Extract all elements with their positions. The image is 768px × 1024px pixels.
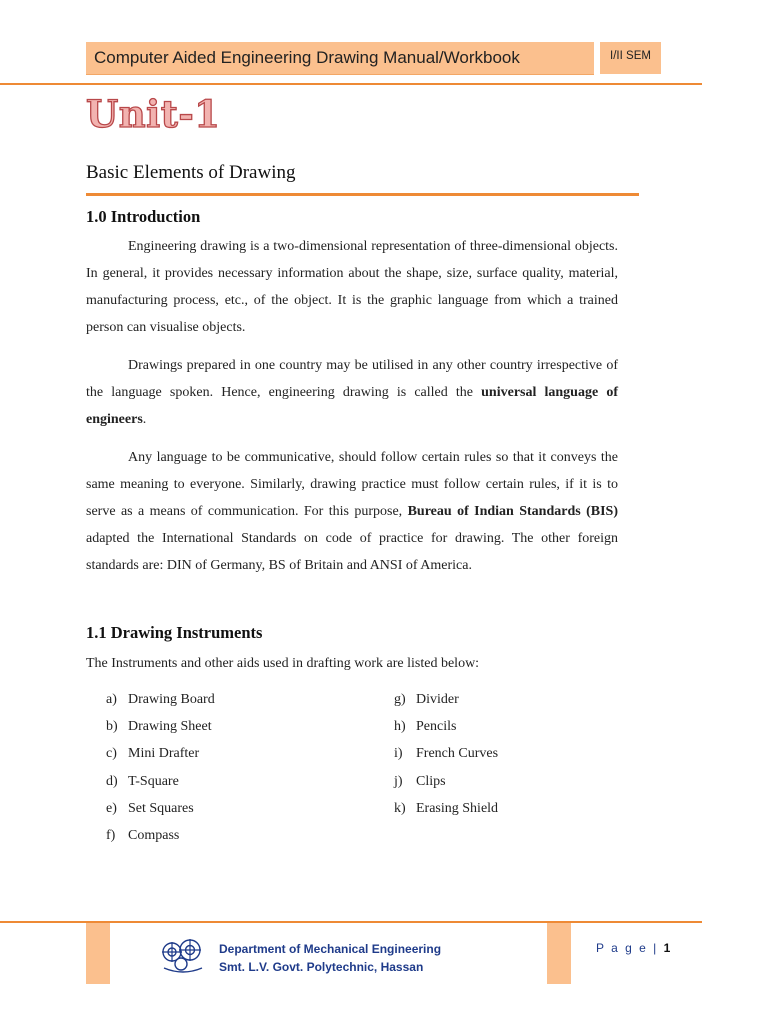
page-indicator <box>596 941 670 955</box>
list-marker: i) <box>394 746 403 762</box>
footer-department-block <box>219 940 441 976</box>
intro-paragraph-2-emphasis: universal language of engineers <box>86 385 618 427</box>
list-item-label: Mini Drafter <box>128 746 200 762</box>
page-number: 1 <box>663 941 671 955</box>
page-label: P a g e | <box>596 941 659 955</box>
list-marker: g) <box>394 692 406 707</box>
list-marker: a) <box>106 692 117 707</box>
section-heading-instruments: 1.1 Drawing Instruments <box>86 623 263 642</box>
intro-paragraph-2-text: Drawings prepared in one country may be utilised in any other country irrespective of the language spoken. Hence, engineering drawing is called the <box>86 358 618 400</box>
intro-paragraph-3-text: Any language to be communicative, should follow certain rules so that it conveys the same meaning to everyone. Similarly, drawing practice must follow certain rules, if it is to serve as a means of communication. For this purpose, <box>86 450 618 519</box>
list-marker: k) <box>394 800 406 816</box>
list-item-label: Divider <box>416 692 459 707</box>
unit-title: Unit-1 <box>86 92 221 136</box>
list-item <box>106 713 215 740</box>
list-item-label: Erasing Shield <box>416 800 499 816</box>
intro-paragraph-2 <box>86 352 618 433</box>
footer-accent-left <box>86 923 110 984</box>
list-item <box>394 740 498 767</box>
document-title: Computer Aided Engineering Drawing Manual/Workbook <box>94 48 520 67</box>
list-item-label: Drawing Sheet <box>128 719 212 735</box>
list-marker: b) <box>106 719 118 735</box>
intro-paragraph-2-end: . <box>142 412 147 427</box>
list-item-label: Set Squares <box>128 800 194 816</box>
intro-paragraph-3 <box>86 444 618 579</box>
list-item-label: Compass <box>128 827 180 843</box>
college-emblem-icon <box>160 936 206 978</box>
footer-department: Department of Mechanical Engineering <box>219 942 442 956</box>
list-item <box>394 686 498 713</box>
intro-paragraph-3-end: adapted the International Standards on code of practice for drawing. The other foreign standards are: DIN of Germany, BS of Britain and ANSI of America. <box>86 531 618 573</box>
list-item <box>394 768 498 795</box>
list-marker: j) <box>394 773 403 789</box>
list-item-label: Pencils <box>416 719 457 735</box>
list-marker: e) <box>106 800 117 816</box>
instrument-list-left <box>106 686 215 849</box>
list-item <box>106 740 215 767</box>
list-item <box>106 768 215 795</box>
intro-paragraph-3-emphasis: Bureau of Indian Standards (BIS) <box>407 504 619 519</box>
list-item <box>106 822 215 849</box>
intro-paragraph-1: Engineering drawing is a two-dimensional representation of three-dimensional objects. In general, it provides necessary information about the shape, size, surface quality, material, manufacturing process, etc., of the object. It is the graphic language from which a trained person can visualise objects. <box>86 239 618 335</box>
list-marker: h) <box>394 719 406 735</box>
instruments-lead-text: The Instruments and other aids used in drafting work are listed below: <box>86 656 480 671</box>
chapter-divider <box>86 193 639 196</box>
list-item-label: French Curves <box>416 746 499 762</box>
list-item <box>106 795 215 822</box>
list-item <box>394 795 498 822</box>
section-heading-introduction: 1.0 Introduction <box>86 207 201 226</box>
instrument-list-right <box>394 686 498 822</box>
chapter-title: Basic Elements of Drawing <box>86 162 296 183</box>
list-item <box>106 686 215 713</box>
list-item-label: T-Square <box>128 773 179 789</box>
list-item-label: Clips <box>416 773 446 789</box>
list-marker: f) <box>106 827 116 843</box>
list-item <box>394 713 498 740</box>
list-marker: c) <box>106 746 117 762</box>
list-marker: d) <box>106 773 118 789</box>
list-item-label: Drawing Board <box>128 692 215 707</box>
semester-badge: I/II SEM <box>600 42 661 74</box>
footer-institute: Smt. L.V. Govt. Polytechnic, Hassan <box>219 960 424 974</box>
footer-accent-right <box>547 923 571 984</box>
header-divider <box>0 83 702 85</box>
